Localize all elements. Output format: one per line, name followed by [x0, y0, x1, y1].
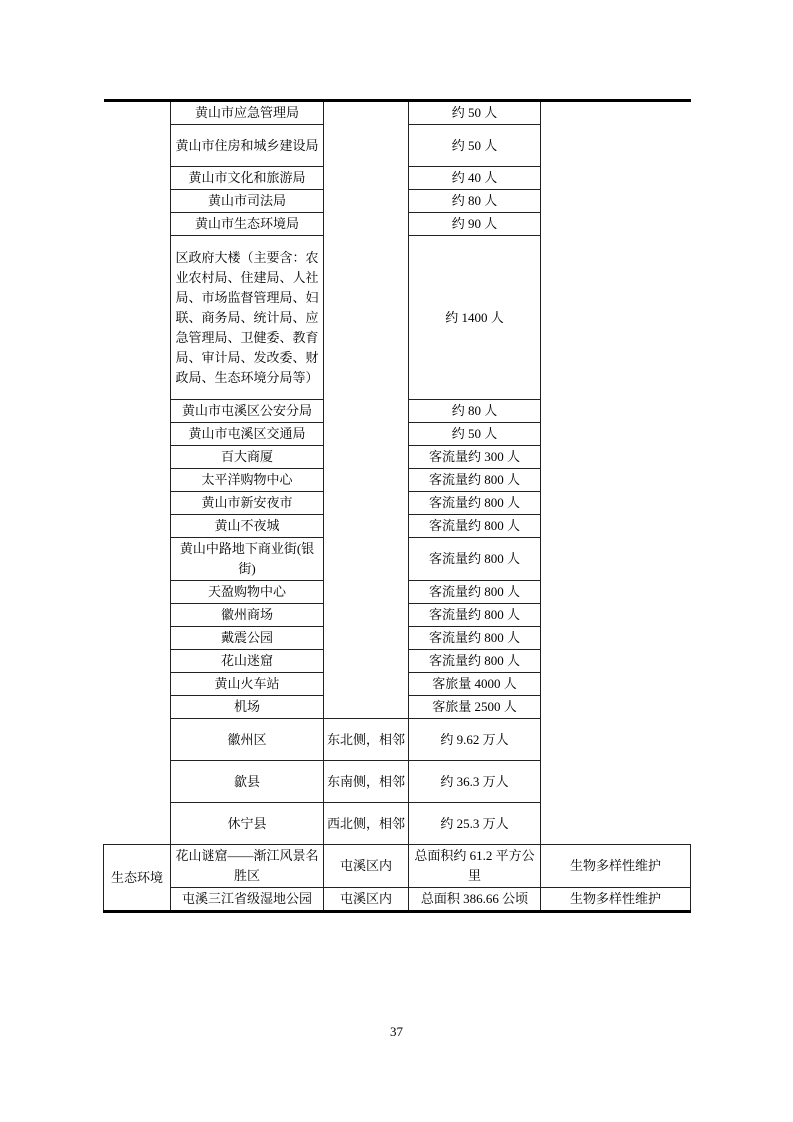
facility-name-cell: 区政府大楼（主要含：农业农村局、住建局、人社局、市场监督管理局、妇联、商务局、统计局、应急管理局、卫健委、教育局、审计局、发改委、财政局、生态环境分局等） [171, 236, 324, 400]
capacity-cell: 客流量约 800 人 [409, 650, 541, 673]
capacity-cell: 约 25.3 万人 [409, 803, 541, 845]
function-cell: 生物多样性维护 [541, 888, 691, 912]
facility-name-cell: 黄山不夜城 [171, 515, 324, 538]
category-cell: 生态环境 [104, 845, 171, 912]
facility-name-cell: 天盈购物中心 [171, 581, 324, 604]
facility-name-cell: 黄山市屯溪区公安分局 [171, 400, 324, 423]
facility-name-cell: 花山谜窟——渐江风景名胜区 [171, 845, 324, 888]
function-cell: 生物多样性维护 [541, 845, 691, 888]
facility-name-cell: 黄山市生态环境局 [171, 213, 324, 236]
capacity-cell: 约 50 人 [409, 423, 541, 446]
capacity-cell: 约 9.62 万人 [409, 719, 541, 761]
capacity-cell: 总面积 386.66 公顷 [409, 888, 541, 912]
category-cell [104, 101, 171, 845]
location-cell [324, 101, 409, 719]
capacity-cell: 约 80 人 [409, 190, 541, 213]
table-row [104, 888, 691, 912]
capacity-cell: 客流量约 800 人 [409, 627, 541, 650]
facility-name-cell: 黄山市屯溪区交通局 [171, 423, 324, 446]
location-cell: 东北侧，相邻 [324, 719, 409, 761]
function-cell [541, 101, 691, 845]
capacity-cell: 约 80 人 [409, 400, 541, 423]
facility-name-cell: 屯溪三江省级湿地公园 [171, 888, 324, 912]
facility-name-cell: 太平洋购物中心 [171, 469, 324, 492]
capacity-cell: 客流量约 300 人 [409, 446, 541, 469]
facility-name-cell: 黄山中路地下商业街(银街) [171, 538, 324, 581]
facility-name-cell: 百大商厦 [171, 446, 324, 469]
capacity-cell: 约 50 人 [409, 125, 541, 167]
capacity-cell: 约 1400 人 [409, 236, 541, 400]
capacity-cell: 客流量约 800 人 [409, 469, 541, 492]
facility-name-cell: 黄山市文化和旅游局 [171, 167, 324, 190]
facility-name-cell: 黄山市应急管理局 [171, 101, 324, 125]
capacity-cell: 约 36.3 万人 [409, 761, 541, 803]
capacity-cell: 约 90 人 [409, 213, 541, 236]
facility-name-cell: 黄山市司法局 [171, 190, 324, 213]
capacity-cell: 客旅量 4000 人 [409, 673, 541, 696]
capacity-cell: 约 50 人 [409, 101, 541, 125]
facility-name-cell: 花山迷窟 [171, 650, 324, 673]
facility-name-cell: 休宁县 [171, 803, 324, 845]
location-cell: 屯溪区内 [324, 845, 409, 888]
facility-name-cell: 黄山市新安夜市 [171, 492, 324, 515]
facility-name-cell: 徽州区 [171, 719, 324, 761]
location-cell: 屯溪区内 [324, 888, 409, 912]
capacity-cell: 客流量约 800 人 [409, 604, 541, 627]
table-row [104, 845, 691, 888]
facility-name-cell: 黄山市住房和城乡建设局 [171, 125, 324, 167]
capacity-cell: 总面积约 61.2 平方公里 [409, 845, 541, 888]
facilities-table [103, 99, 691, 913]
capacity-cell: 客流量约 800 人 [409, 515, 541, 538]
facility-name-cell: 歙县 [171, 761, 324, 803]
capacity-cell: 客流量约 800 人 [409, 538, 541, 581]
facility-name-cell: 黄山火车站 [171, 673, 324, 696]
table-row [104, 101, 691, 125]
capacity-cell: 约 40 人 [409, 167, 541, 190]
capacity-cell: 客流量约 800 人 [409, 492, 541, 515]
location-cell: 东南侧，相邻 [324, 761, 409, 803]
capacity-cell: 客旅量 2500 人 [409, 696, 541, 719]
facility-name-cell: 机场 [171, 696, 324, 719]
location-cell: 西北侧，相邻 [324, 803, 409, 845]
facility-name-cell: 徽州商场 [171, 604, 324, 627]
capacity-cell: 客流量约 800 人 [409, 581, 541, 604]
page-number: 37 [390, 1024, 403, 1039]
facility-name-cell: 戴震公园 [171, 627, 324, 650]
